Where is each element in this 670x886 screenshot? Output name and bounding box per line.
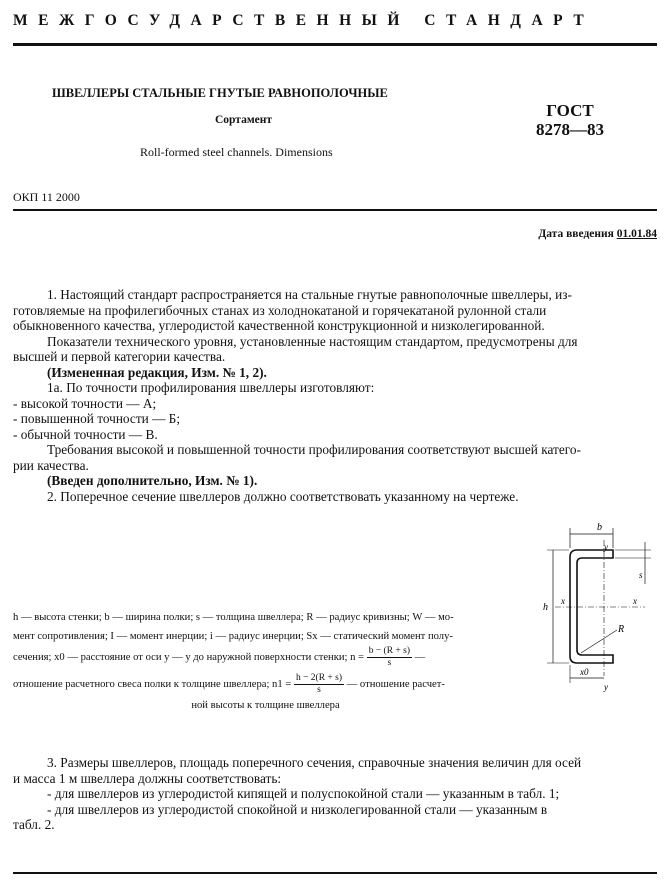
n-numerator: b − (R + s)	[368, 646, 411, 656]
list-item: - повышенной точности — Б;	[13, 411, 181, 426]
gost-designation	[530, 101, 610, 139]
document-subtitle: Сортамент	[215, 114, 273, 126]
list-item: - высокой точности — А;	[13, 395, 157, 411]
amendment-note: (Введен дополнительно, Изм. № 1).	[47, 473, 258, 488]
standard-series-header: МЕЖГОСУДАРСТВЕННЫЙ СТАНДАРТ	[13, 12, 595, 29]
list-item: - для швеллеров из углеродистой кипящей и полуспокойной стали — указанным в табл. 1;	[47, 786, 560, 801]
para-1-line: готовляемые на профилегибочных станах из холоднокатаной и горячекатаной рулонной стали	[13, 302, 547, 318]
footer-rule	[13, 872, 657, 874]
gost-label: ГОСТ	[546, 101, 594, 120]
legend-text: сечения; x0 — расстояние от оси y — y до наружной поверхности стенки; n =	[13, 651, 365, 663]
x-right-label: x	[633, 596, 637, 606]
legend-text: — отношение расчет-	[346, 678, 445, 690]
h-label: h	[543, 602, 548, 613]
n-formula	[367, 646, 412, 669]
n1-denominator: s	[317, 685, 321, 695]
legend-line	[13, 646, 518, 669]
drawing-legend	[13, 608, 518, 715]
para-1-line: 1. Настоящий стандарт распространяется на стальные гнутые равнополочные швеллеры, из-	[47, 287, 572, 302]
y-top-label: y	[604, 542, 608, 552]
legend-line: мент сопротивления; I — момент инерции; i — радиус инерции; Sx — статический момент полу-	[13, 631, 453, 642]
gost-number: 8278—83	[536, 120, 604, 139]
r-label: R	[618, 624, 625, 635]
x-left-label: x	[561, 596, 565, 606]
list-item: - для швеллеров из углеродистой спокойной и низколегированной стали — указанным в	[47, 801, 548, 817]
section-1	[13, 287, 657, 504]
para-1a: 1а. По точности профилирования швеллеры изготовляют:	[47, 380, 375, 395]
introduction-date	[538, 228, 657, 240]
okp-code: ОКП 11 2000	[13, 190, 80, 204]
para-2-line: Показатели технического уровня, установленные настоящим стандартом, предусмотрены для	[47, 333, 578, 349]
legend-text: отношение расчетного свеса полки к толщине швеллера; n1 =	[13, 678, 292, 690]
n-denominator: s	[387, 658, 392, 668]
para-1-line: обыкновенного качества, углеродистой качественной конструкционной и низколегированной.	[13, 318, 545, 333]
y-bottom-label: y	[604, 682, 608, 692]
title-rule	[13, 209, 657, 211]
n1-formula	[294, 673, 344, 696]
document-title: ШВЕЛЛЕРЫ СТАЛЬНЫЕ ГНУТЫЕ РАВНОПОЛОЧНЫЕ	[52, 86, 388, 100]
para-3-line: рии качества.	[13, 457, 89, 473]
n1-numerator: h − 2(R + s)	[295, 673, 343, 683]
list-item: табл. 2.	[13, 817, 55, 832]
legend-line	[13, 673, 518, 696]
header-rule	[13, 43, 657, 46]
legend-line: h — высота стенки; b — ширина полки; s — толщина швеллера; R — радиус кривизны; W — мо-	[13, 612, 454, 623]
legend-line: ной высоты к толщине швеллера	[191, 700, 340, 711]
section-3	[13, 755, 657, 833]
para-3-line: Требования высокой и повышенной точности профилирования соответствуют высшей катего-	[47, 442, 581, 457]
para-3-line: 3. Размеры швеллеров, площадь поперечного сечения, справочные значения величин для осей	[47, 755, 582, 770]
para-2-section: 2. Поперечное сечение швеллеров должно соответствовать указанному на чертеже.	[47, 488, 519, 504]
b-label: b	[597, 522, 602, 533]
intro-date-value: 01.01.84	[616, 228, 657, 240]
r-leader-line	[581, 630, 617, 653]
para-2-line: высшей и первой категории качества.	[13, 349, 226, 364]
english-title: Roll-formed steel channels. Dimensions	[140, 145, 333, 159]
channel-cross-section-drawing	[525, 518, 665, 698]
legend-text: —	[414, 651, 426, 663]
amendment-note: (Измененная редакция, Изм. № 1, 2).	[47, 364, 267, 380]
para-3-line: и масса 1 м швеллера должны соответствовать:	[13, 770, 282, 786]
list-item: - обычной точности — В.	[13, 426, 158, 442]
x0-label: x0	[580, 667, 589, 677]
s-label: s	[639, 570, 643, 580]
intro-date-label: Дата введения	[538, 228, 614, 240]
